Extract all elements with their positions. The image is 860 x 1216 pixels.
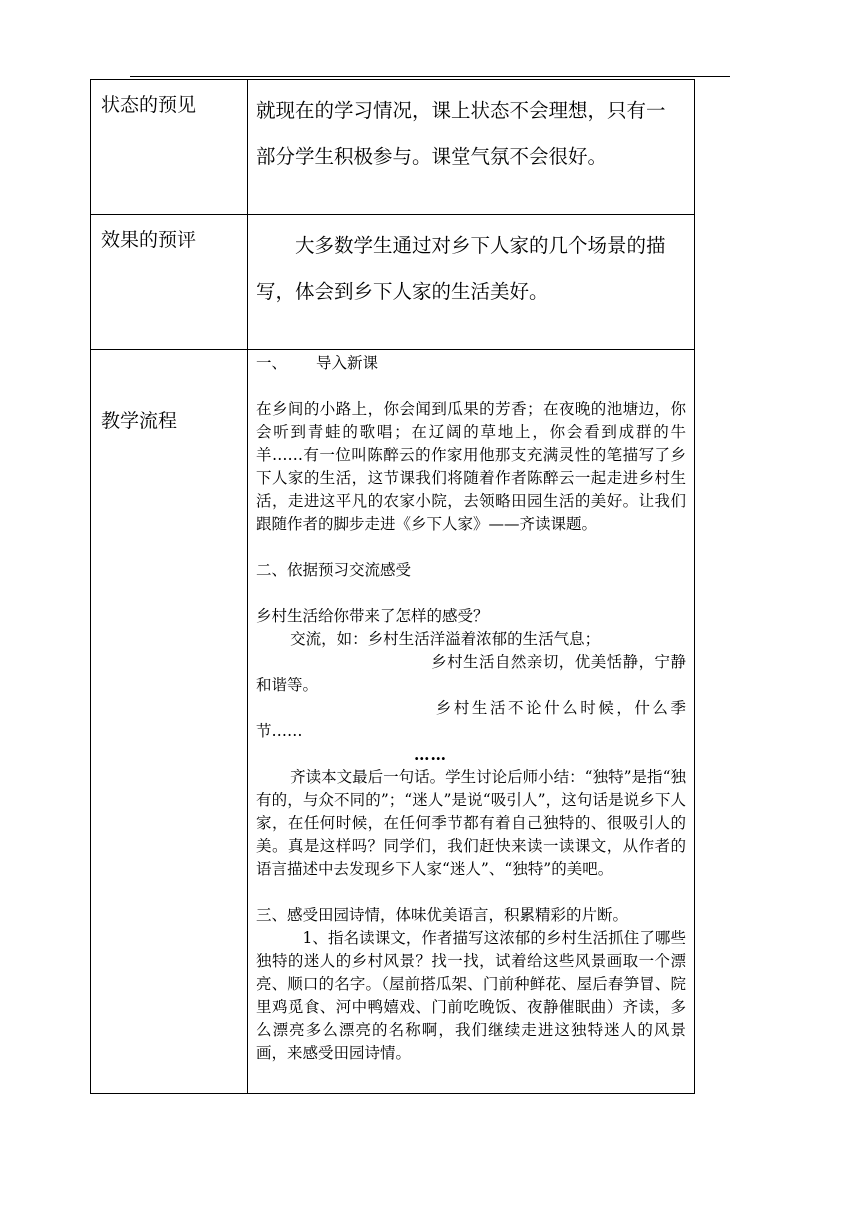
content-cell	[248, 215, 695, 350]
content-cell	[248, 350, 695, 1094]
section-heading-1	[256, 352, 686, 375]
row-state-preview	[91, 80, 695, 215]
lesson-plan-table	[90, 79, 695, 1094]
effect-evaluation-text: 大多数学生通过对乡下人家的几个场景的描写，体会到乡下人家的生活美好。	[256, 234, 666, 303]
effect-evaluation-label: 效果的预评	[101, 229, 197, 251]
summary-paragraph: 齐读本文最后一句话。学生讨论后师小结：“独特”是指“独有的，与众不同的”；“迷人”是说“吸引人”，这句话是说乡下人家，在任何时候，在任何季节都有着自己独特的、很吸引人的美。真是这样吗？同学们，我们赶快来读一读课文，从作者的语言描述中去发现乡下人家“迷人”、“独特”的美吧。	[256, 768, 686, 878]
section-title: 导入新课	[316, 354, 379, 372]
header-rule	[130, 76, 730, 77]
intro-paragraph: 在乡间的小路上，你会闻到瓜果的芳香；在夜晚的池塘边，你会听到青蛙的歌唱；在辽阔的草地上，你会看到成群的牛羊……有一位叫陈醉云的作家用他那支充满灵性的笔描写了乡下人家的生活，这节课我们将随着作者陈醉云一起走进乡村生活，走进这平凡的农家小院，去领略田园生活的美好。让我们跟随作者的脚步走进《乡下人家》——齐读课题。	[256, 400, 686, 533]
teaching-flow-label: 教学流程	[101, 410, 178, 432]
label-cell	[91, 215, 248, 350]
teaching-flow-body	[248, 350, 694, 1065]
ellipsis-line: ……	[414, 745, 447, 764]
row-teaching-flow	[91, 350, 695, 1094]
answer-line-2: 乡村生活自然亲切，优美恬静，宁静和谐等。	[256, 653, 686, 694]
content-cell	[248, 80, 695, 215]
state-preview-label: 状态的预见	[101, 94, 197, 116]
section-heading-3: 三、感受田园诗情，体味优美语言，积累精彩的片断。	[256, 906, 629, 924]
state-preview-text: 就现在的学习情况，课上状态不会理想，只有一部分学生积极参与。课堂气氛不会很好。	[256, 99, 666, 168]
answer-line-3: 乡村生活不论什么时候，什么季节……	[256, 699, 686, 740]
answer-line-1: 交流，如：乡村生活洋溢着浓郁的生活气息；	[290, 630, 601, 648]
row-effect-evaluation	[91, 215, 695, 350]
section-heading-2: 二、依据预习交流感受	[256, 561, 412, 579]
question-text: 乡村生活给你带来了怎样的感受？	[256, 607, 489, 625]
label-cell	[91, 80, 248, 215]
label-cell	[91, 350, 248, 1094]
section-number: 一、	[256, 354, 288, 372]
activity-paragraph: 1、指名读课文，作者描写这浓郁的乡村生活抓住了哪些独特的迷人的乡村风景？找一找，试着给这些风景画取一个漂亮、顺口的名字。（屋前搭瓜架、门前种鲜花、屋后春笋冒、院里鸡觅食、河中鸭嬉戏、门前吃晚饭、夜静催眠曲）齐读，多么漂亮多么漂亮的名称啊，我们继续走进这独特迷人的风景画，来感受田园诗情。	[256, 929, 686, 1062]
